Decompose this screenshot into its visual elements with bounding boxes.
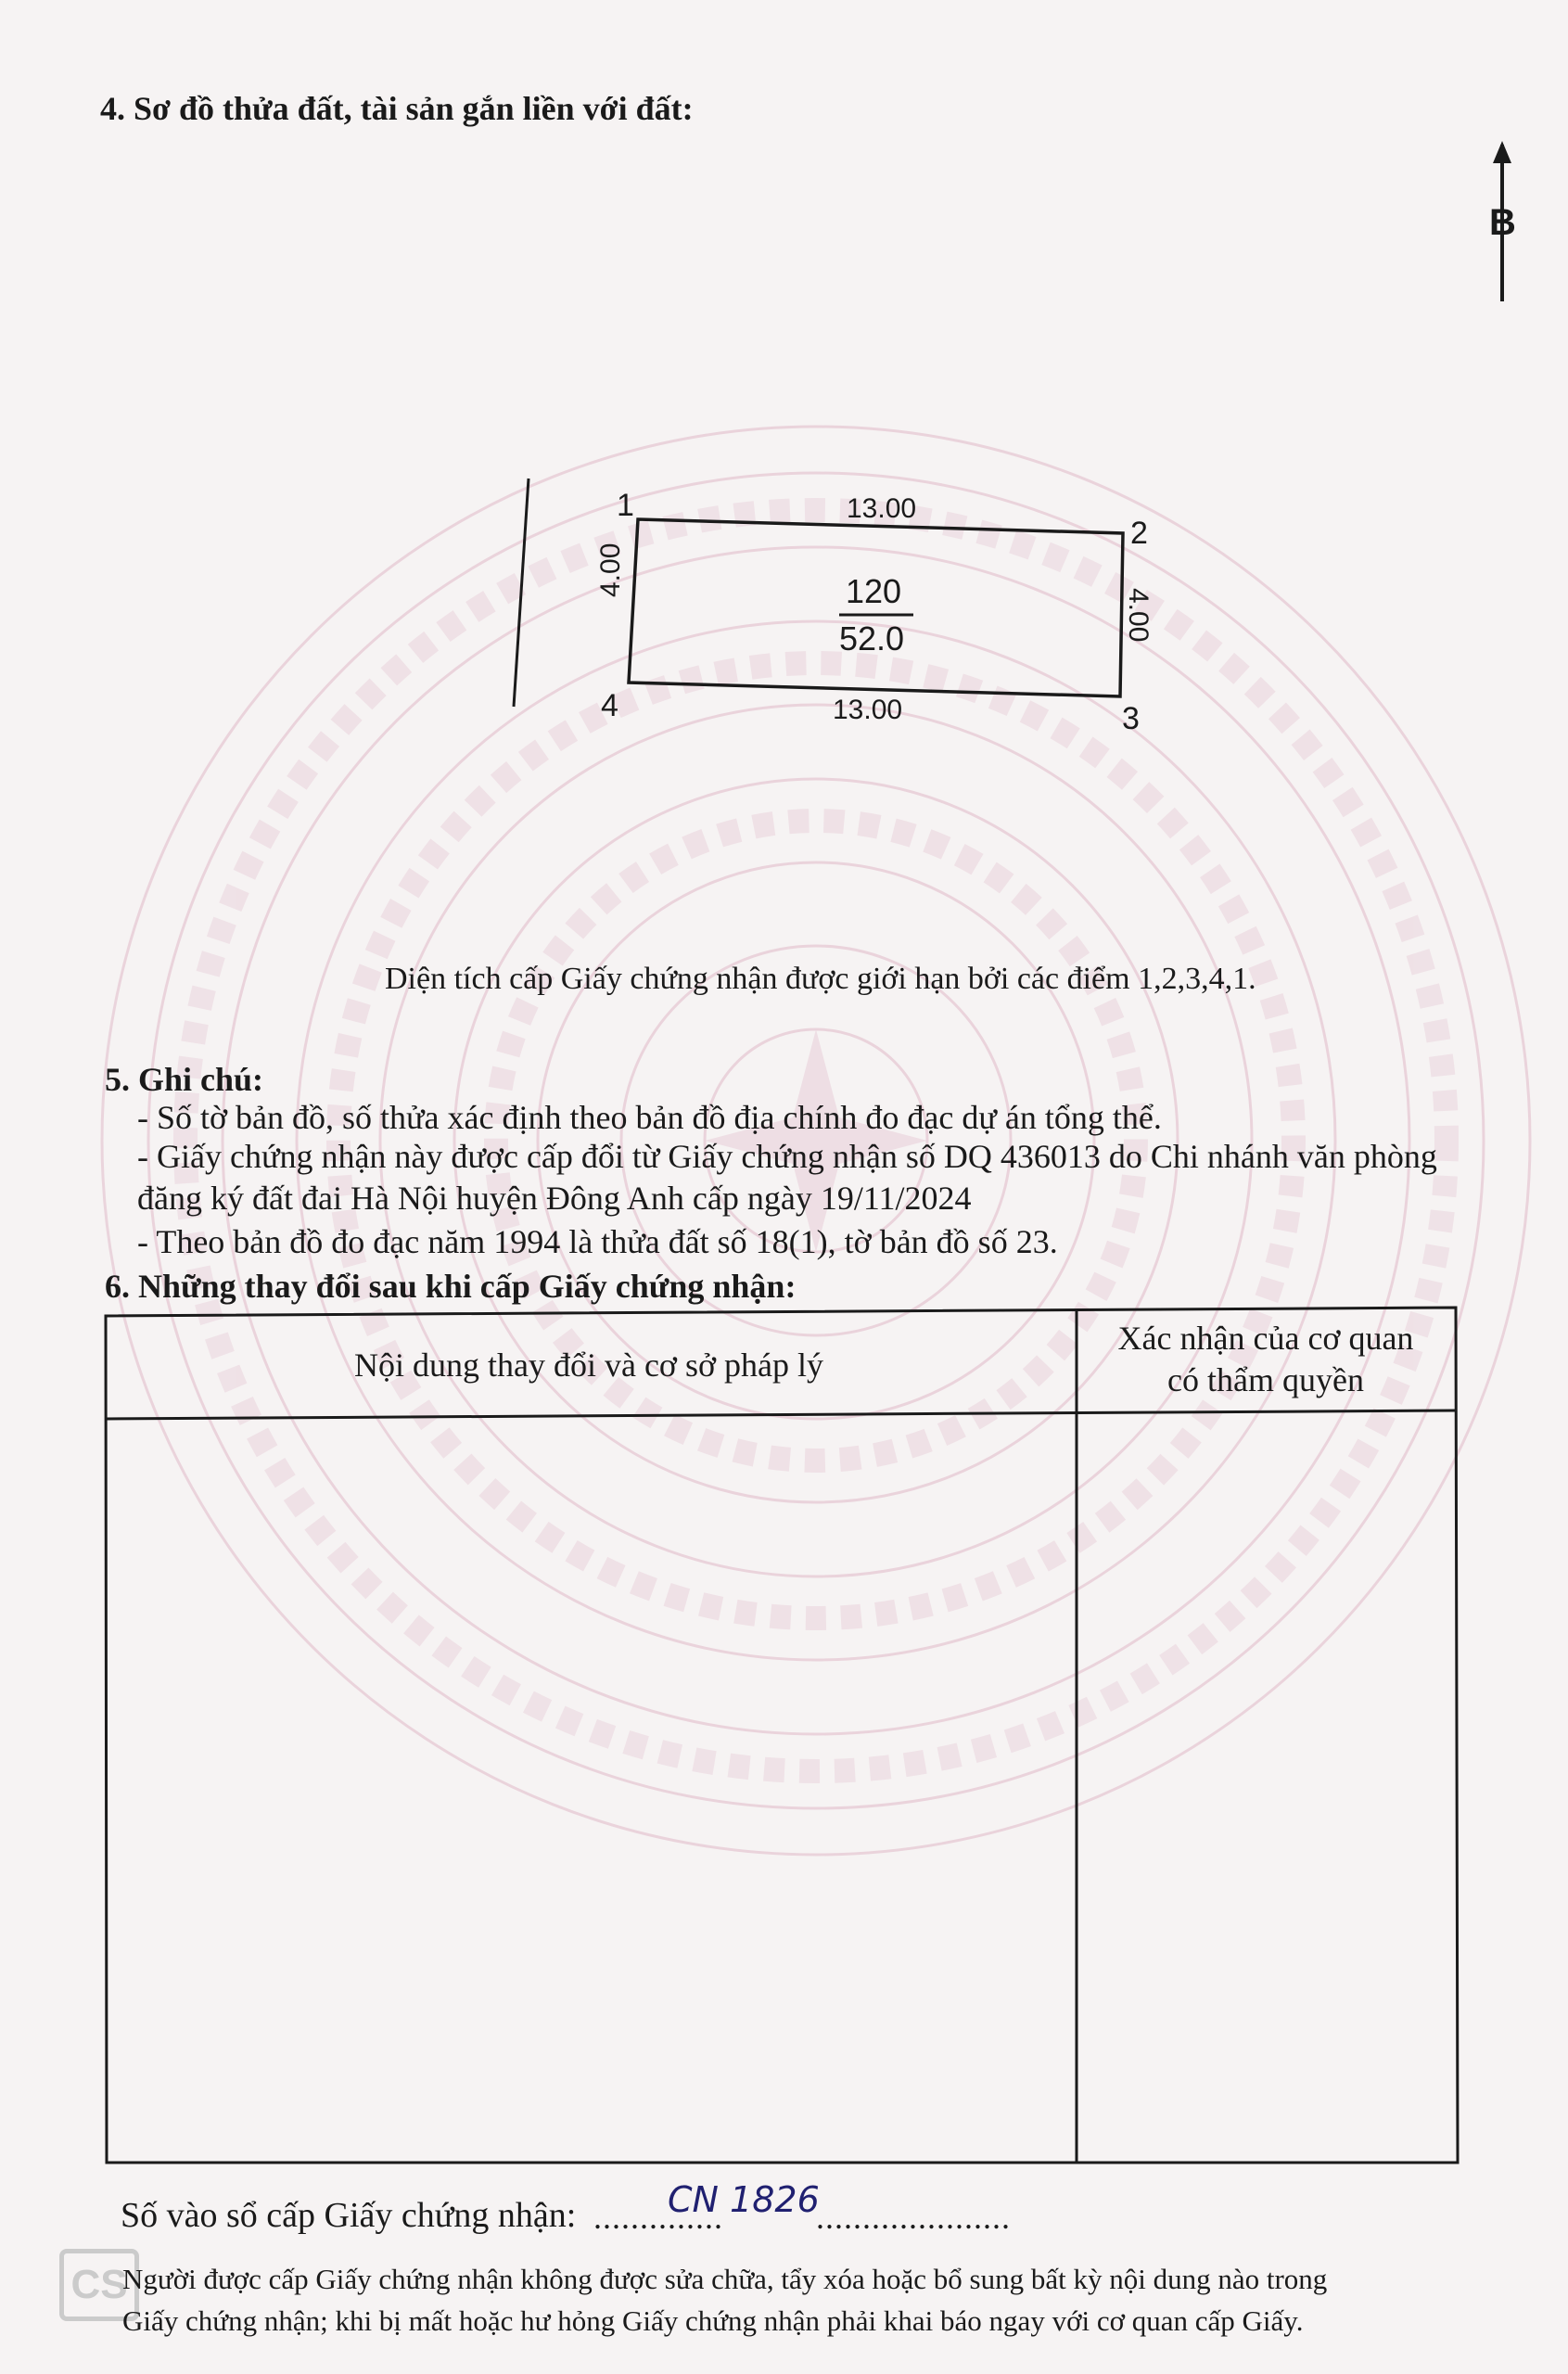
- point-label-2: 2: [1130, 516, 1148, 551]
- register-handwritten-number: CN 1826: [668, 2179, 820, 2220]
- section5-heading: 5. Ghi chú:: [105, 1061, 264, 1098]
- table-header-confirmation: [1080, 1318, 1451, 1401]
- register-dots-after: .....................: [816, 2199, 1011, 2236]
- note-2-continued: đăng ký đất đai Hà Nội huyện Đông Anh cấp ngày 19/11/2024: [137, 1180, 972, 1217]
- table-header-confirmation-line1: Xác nhận của cơ quan: [1117, 1320, 1414, 1357]
- table-cell-confirmation: [1080, 1423, 1451, 2161]
- parcel-area: 52.0: [839, 619, 905, 657]
- footer-warning: [122, 2259, 1467, 2342]
- table-header-confirmation-line2: có thẩm quyền: [1167, 1361, 1364, 1398]
- diagram-caption: Diện tích cấp Giấy chứng nhận được giới hạn bởi các điểm 1,2,3,4,1.: [385, 962, 1256, 996]
- section4-heading: 4. Sơ đồ thửa đất, tài sản gắn liền với đất:: [100, 90, 694, 127]
- register-label: Số vào sổ cấp Giấy chứng nhận:: [121, 2196, 577, 2235]
- note-2: - Giấy chứng nhận này được cấp đổi từ Giấy chứng nhận số DQ 436013 do Chi nhánh văn phòng: [137, 1138, 1437, 1175]
- right-edge-length: 4.00: [1123, 588, 1154, 643]
- footer-line2: Giấy chứng nhận; khi bị mất hoặc hư hỏng Giấy chứng nhận phải khai báo ngay với cơ quan cấp Giấy.: [122, 2304, 1304, 2337]
- point-label-1: 1: [617, 488, 634, 523]
- table-cell-content: [107, 1423, 1071, 2161]
- section6-heading: 6. Những thay đổi sau khi cấp Giấy chứng nhận:: [105, 1268, 797, 1305]
- road-boundary-line: [514, 479, 529, 707]
- camscanner-logo-letters: CS: [70, 2262, 128, 2307]
- register-dots-before: ..............: [593, 2199, 723, 2236]
- note-1: - Số tờ bản đồ, số thửa xác định theo bản đồ địa chính đo đạc dự án tổng thể.: [137, 1099, 1162, 1136]
- bottom-edge-length: 13.00: [833, 695, 903, 725]
- north-arrow-label: B: [1489, 202, 1516, 243]
- point-label-3: 3: [1122, 701, 1140, 736]
- table-header-content: Nội dung thay đổi và cơ sở pháp lý: [353, 1347, 823, 1384]
- point-label-4: 4: [601, 688, 618, 723]
- parcel-number: 120: [846, 572, 902, 610]
- note-3: - Theo bản đồ đo đạc năm 1994 là thửa đất số 18(1), tờ bản đồ số 23.: [137, 1223, 1058, 1260]
- footer-line1: Người được cấp Giấy chứng nhận không được sửa chữa, tẩy xóa hoặc bổ sung bất kỳ nội dung nào trong: [122, 2263, 1328, 2295]
- fraction-bar: [839, 612, 913, 618]
- top-edge-length: 13.00: [847, 493, 917, 524]
- left-edge-length: 4.00: [595, 542, 626, 597]
